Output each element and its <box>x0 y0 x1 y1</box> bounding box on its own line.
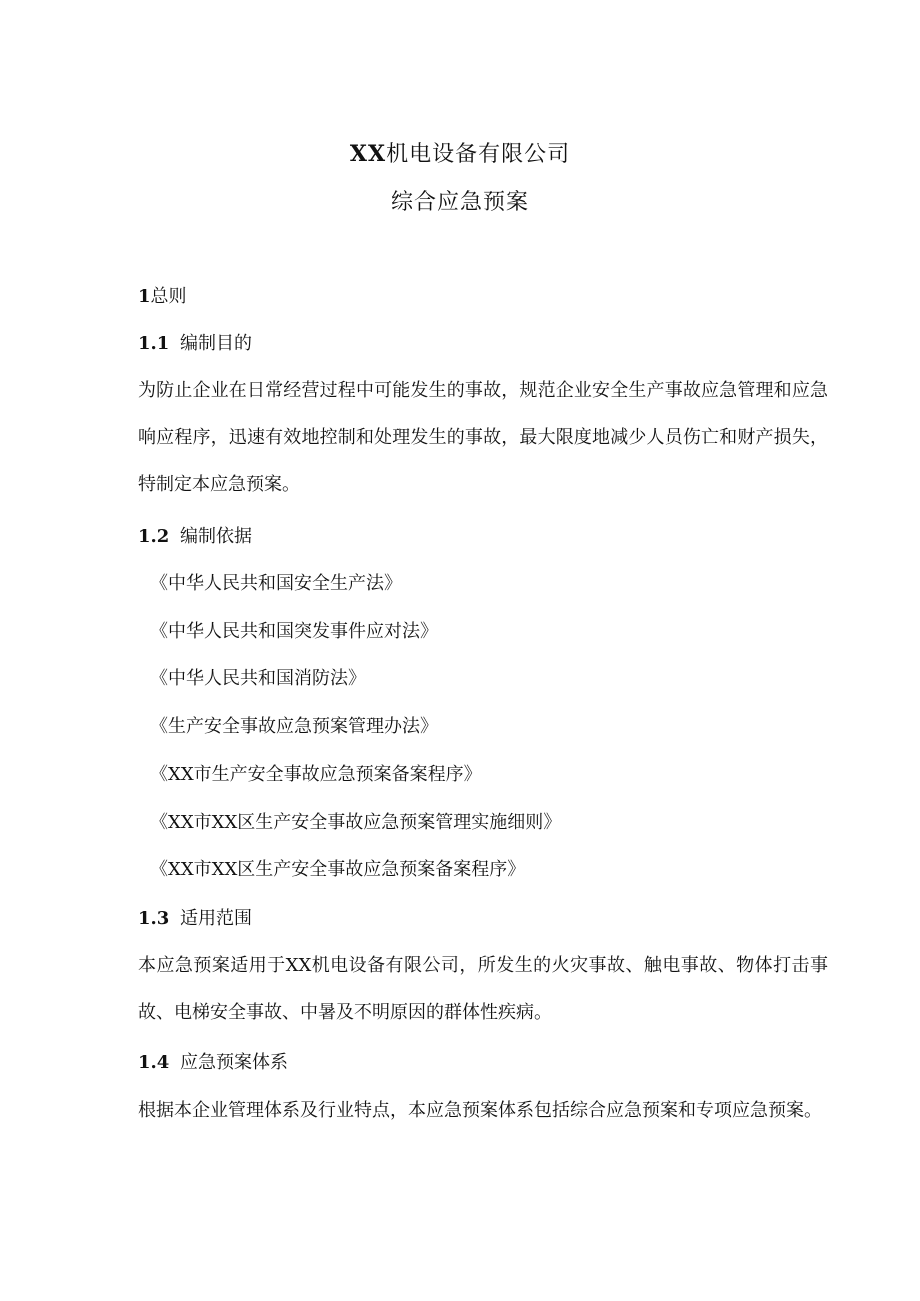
reference-item: 《中华人民共和国突发事件应对法》 <box>150 621 438 642</box>
reference-item: 《生产安全事故应急预案管理办法》 <box>150 716 438 737</box>
section-1-2-number: 1.2 <box>138 526 170 547</box>
section-1-number: 1 <box>138 286 151 307</box>
section-1-2-label: 编制依据 <box>180 526 252 547</box>
section-1-1-number: 1.1 <box>138 333 170 354</box>
section-1-2-heading <box>138 524 252 550</box>
section-1-heading <box>138 284 187 310</box>
section-1-3-number: 1.3 <box>138 908 170 929</box>
title-company-prefix: XX <box>349 141 387 167</box>
section-1-3-label: 适用范围 <box>180 908 252 929</box>
section-1-1-label: 编制目的 <box>180 333 252 354</box>
document-subtitle: 综合应急预案 <box>390 190 529 215</box>
reference-item: 《XX市XX区生产安全事故应急预案管理实施细则》 <box>150 812 562 833</box>
section-1-1-heading <box>138 331 252 357</box>
document-title <box>0 139 920 170</box>
reference-item: 《XX市生产安全事故应急预案备案程序》 <box>150 764 482 785</box>
section-1-3-heading <box>138 906 252 932</box>
section-1-label: 总则 <box>150 286 187 307</box>
section-1-4-heading <box>138 1050 288 1076</box>
section-1-4-body: 根据本企业管理体系及行业特点，本应急预案体系包括综合应急预案和专项应急预案。 <box>138 1100 822 1121</box>
title-company-name: 机电设备有限公司 <box>386 142 571 167</box>
section-1-3-body: 本应急预案适用于XX机电设备有限公司，所发生的火灾事故、触电事故、物体打击事故、电梯安全事故、中暑及不明原因的群体性疾病。 <box>138 955 828 1023</box>
reference-item: 《XX市XX区生产安全事故应急预案备案程序》 <box>150 859 526 880</box>
section-1-1-body: 为防止企业在日常经营过程中可能发生的事故，规范企业安全生产事故应急管理和应急响应程序，迅速有效地控制和处理发生的事故，最大限度地减少人员伤亡和财产损失，特制定本应急预案。 <box>138 380 828 495</box>
reference-item: 《中华人民共和国安全生产法》 <box>150 573 402 594</box>
section-1-4-label: 应急预案体系 <box>180 1052 288 1073</box>
reference-item: 《中华人民共和国消防法》 <box>150 668 366 689</box>
section-1-4-number: 1.4 <box>138 1052 170 1073</box>
